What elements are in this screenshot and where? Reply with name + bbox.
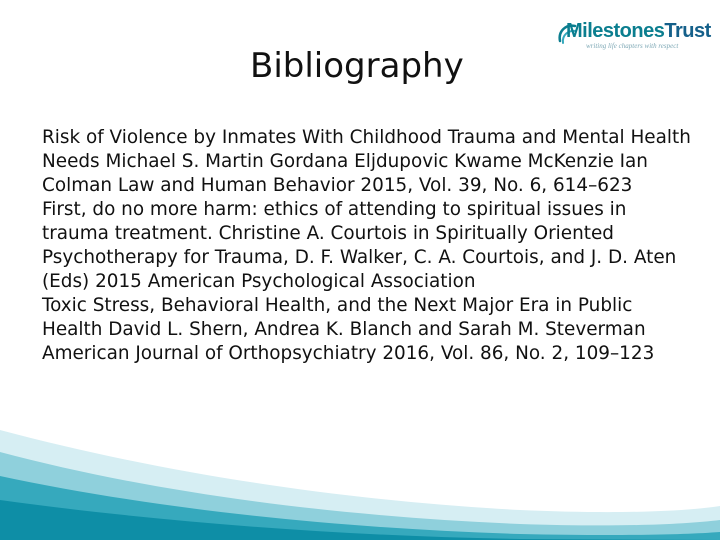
reference-list bbox=[42, 126, 692, 366]
wave-back-band bbox=[0, 430, 720, 540]
reference-item: Toxic Stress, Behavioral Health, and the Next Major Era in Public Health David L. Shern, Andrea K. Blanch and Sarah M. Steverman American Journal of Orthopsychiatry 2016, Vol. 86, No. 2, 109–123 bbox=[42, 295, 655, 364]
logo-word-part1: Milestones bbox=[566, 20, 665, 42]
wave-mid-band bbox=[0, 476, 720, 540]
milestones-trust-logo bbox=[556, 18, 711, 54]
wave-front-band bbox=[0, 500, 720, 540]
logo-tagline: writing life chapters with respect bbox=[586, 42, 679, 50]
logo-word-part2: Trust bbox=[664, 20, 711, 42]
reference-item: Risk of Violence by Inmates With Childhood Trauma and Mental Health Needs Michael S. Martin Gordana Eljdupovic Kwame McKenzie Ian Colman Law and Human Behavior 2015, Vol. 39, No. 6, 614–623 bbox=[42, 127, 691, 196]
logo-wordmark bbox=[566, 20, 711, 42]
wave-light-band bbox=[0, 452, 720, 540]
slide-title: Bibliography bbox=[250, 46, 464, 86]
reference-item: First, do no more harm: ethics of attending to spiritual issues in trauma treatment. Christine A. Courtois in Spiritually Oriented Psychotherapy for Trauma, D. F. Walker, C. A. Courtois, and J. D. Aten (Eds) 2015 American Psychological Association bbox=[42, 199, 677, 292]
